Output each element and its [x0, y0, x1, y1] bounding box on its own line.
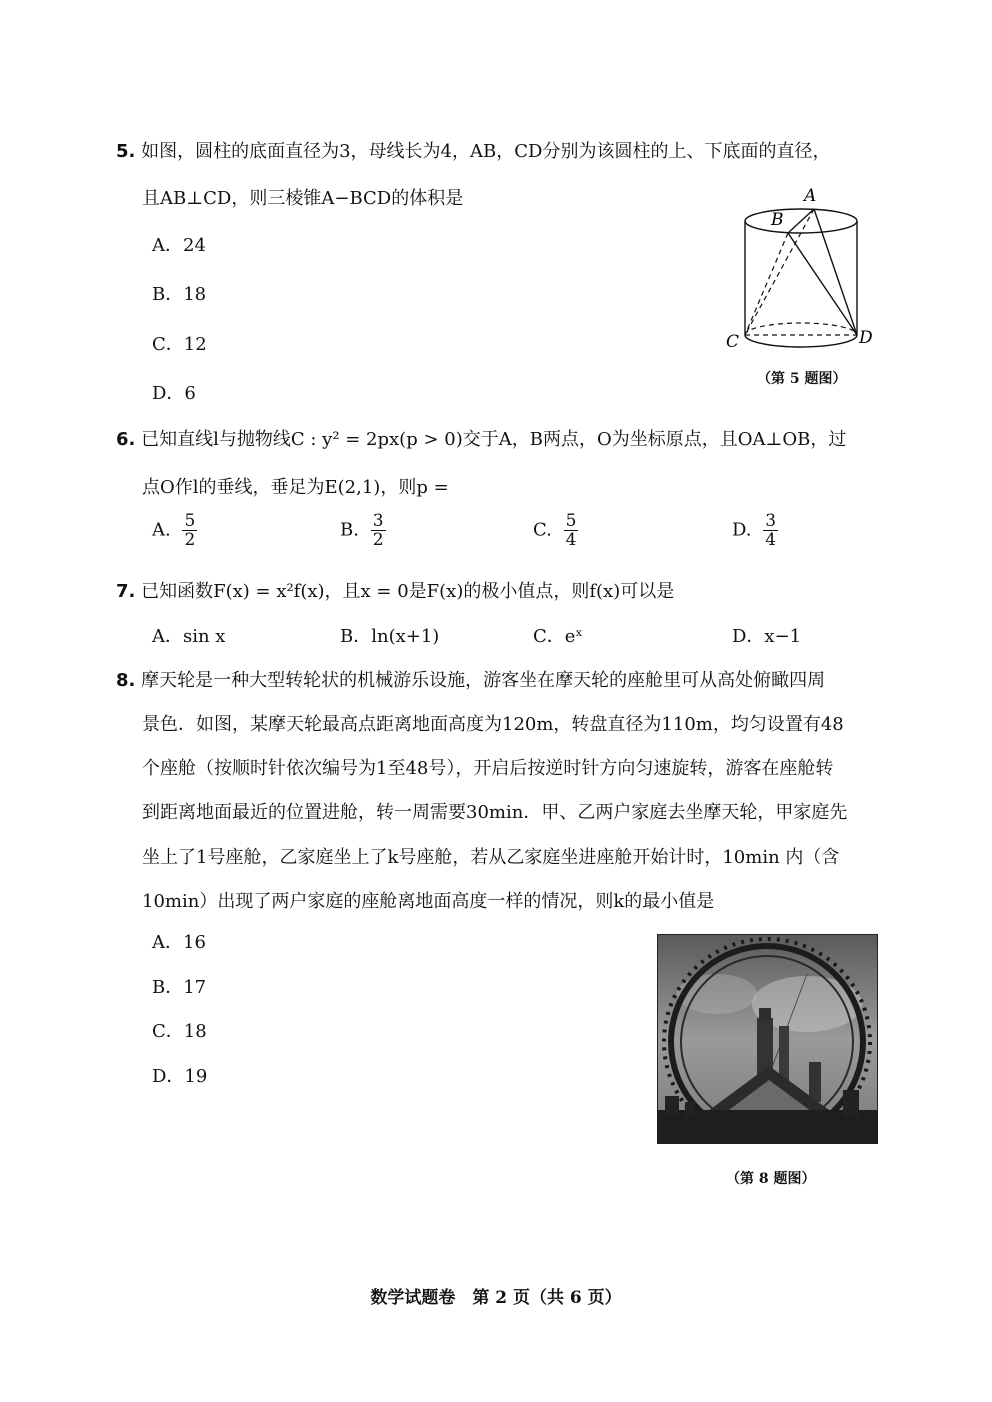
q8-option-d: D．19 — [152, 1066, 208, 1087]
q6-option-a — [152, 512, 197, 549]
q5-option-d: D．6 — [152, 383, 196, 404]
q8-option-c: C．18 — [152, 1021, 207, 1042]
q6-option-c-fraction — [564, 512, 579, 549]
q5-text-1: 如图，圆柱的底面直径为3，母线长为4，AB，CD分别为该圆柱的上、下底面的直径， — [141, 141, 831, 162]
q6-option-c — [533, 512, 578, 549]
q5-option-b: B．18 — [152, 284, 207, 305]
q8-text-1: 摩天轮是一种大型转轮状的机械游乐设施，游客坐在摩天轮的座舱里可从高处俯瞰四周 — [141, 670, 826, 691]
q8-number: 8. — [116, 670, 136, 691]
q6-option-a-numerator: 5 — [184, 511, 196, 531]
q5-line-1 — [116, 140, 830, 164]
q7-option-a: A．sin x — [152, 626, 226, 647]
q5-label-d: D — [859, 328, 873, 348]
q8-text-2: 景色．如图，某摩天轮最高点距离地面高度为120m，转盘直径为110m，均匀设置有48 — [142, 714, 844, 735]
q7-number: 7. — [116, 581, 136, 602]
q5-cylinder-figure — [718, 185, 888, 360]
q5-label-b: B — [771, 210, 784, 230]
q7-option-d: D．x−1 — [732, 626, 802, 647]
q8-text-5: 坐上了1号座舱，乙家庭坐上了k号座舱，若从乙家庭坐进座舱开始计时，10min 内（含 — [142, 847, 840, 868]
q5-option-a: A．24 — [152, 235, 206, 256]
q6-option-b-fraction — [371, 512, 386, 549]
q6-option-d-label: D. — [732, 519, 752, 541]
q6-option-b-numerator: 3 — [372, 511, 384, 531]
q5-text-2: 且AB⊥CD，则三棱锥A−BCD的体积是 — [142, 188, 464, 209]
q8-line-1 — [116, 669, 825, 693]
q8-caption: （第 8 题图） — [726, 1171, 816, 1187]
q5-label-c: C — [726, 332, 740, 352]
q6-option-a-denominator: 2 — [184, 530, 196, 550]
q8-option-a: A．16 — [152, 932, 206, 953]
q6-text-1: 已知直线l与抛物线C : y² = 2px(p > 0)交于A，B两点，O为坐标原点，且OA⊥OB，过 — [141, 429, 847, 450]
q5-option-c: C．12 — [152, 334, 207, 355]
q8-text-6: 10min）出现了两户家庭的座舱离地面高度一样的情况，则k的最小值是 — [142, 891, 715, 912]
q6-option-d-fraction — [763, 512, 778, 549]
q5-number: 5. — [116, 141, 136, 162]
q6-option-c-numerator: 5 — [565, 511, 577, 531]
q7-text-1: 已知函数F(x) = x²f(x)，且x = 0是F(x)的极小值点，则f(x)可以是 — [141, 581, 675, 602]
q6-option-d-numerator: 3 — [765, 511, 777, 531]
q7-line-1 — [116, 580, 674, 604]
q6-option-d — [732, 512, 778, 549]
q6-option-c-denominator: 4 — [565, 530, 577, 550]
q6-option-b-denominator: 2 — [372, 530, 384, 550]
q8-text-3: 个座舱（按顺时针依次编号为1至48号），开启后按逆时针方向匀速旋转，游客在座舱转 — [142, 758, 834, 779]
q6-option-d-denominator: 4 — [765, 530, 777, 550]
q8-ferris-wheel-photo — [657, 934, 878, 1144]
q6-text-2: 点O作l的垂线，垂足为E(2,1)，则p = — [142, 477, 449, 498]
q6-number: 6. — [116, 429, 136, 450]
page-footer: 数学试题卷 第 2 页（共 6 页） — [370, 1288, 622, 1308]
q6-line-1 — [116, 428, 846, 452]
q8-text-4: 到距离地面最近的位置进舱，转一周需要30min．甲、乙两户家庭去坐摩天轮，甲家庭先 — [142, 802, 848, 823]
q6-option-b-label: B. — [340, 519, 359, 541]
q6-option-a-label: A. — [152, 519, 171, 541]
q6-option-b — [340, 512, 386, 549]
q7-option-c: C．eˣ — [533, 626, 584, 647]
q5-label-a: A — [804, 186, 817, 206]
q6-option-c-label: C. — [533, 519, 552, 541]
q7-option-b: B．ln(x+1) — [340, 626, 440, 647]
q8-option-b: B．17 — [152, 977, 207, 998]
q5-caption: （第 5 题图） — [757, 371, 847, 387]
q6-option-a-fraction — [182, 512, 197, 549]
